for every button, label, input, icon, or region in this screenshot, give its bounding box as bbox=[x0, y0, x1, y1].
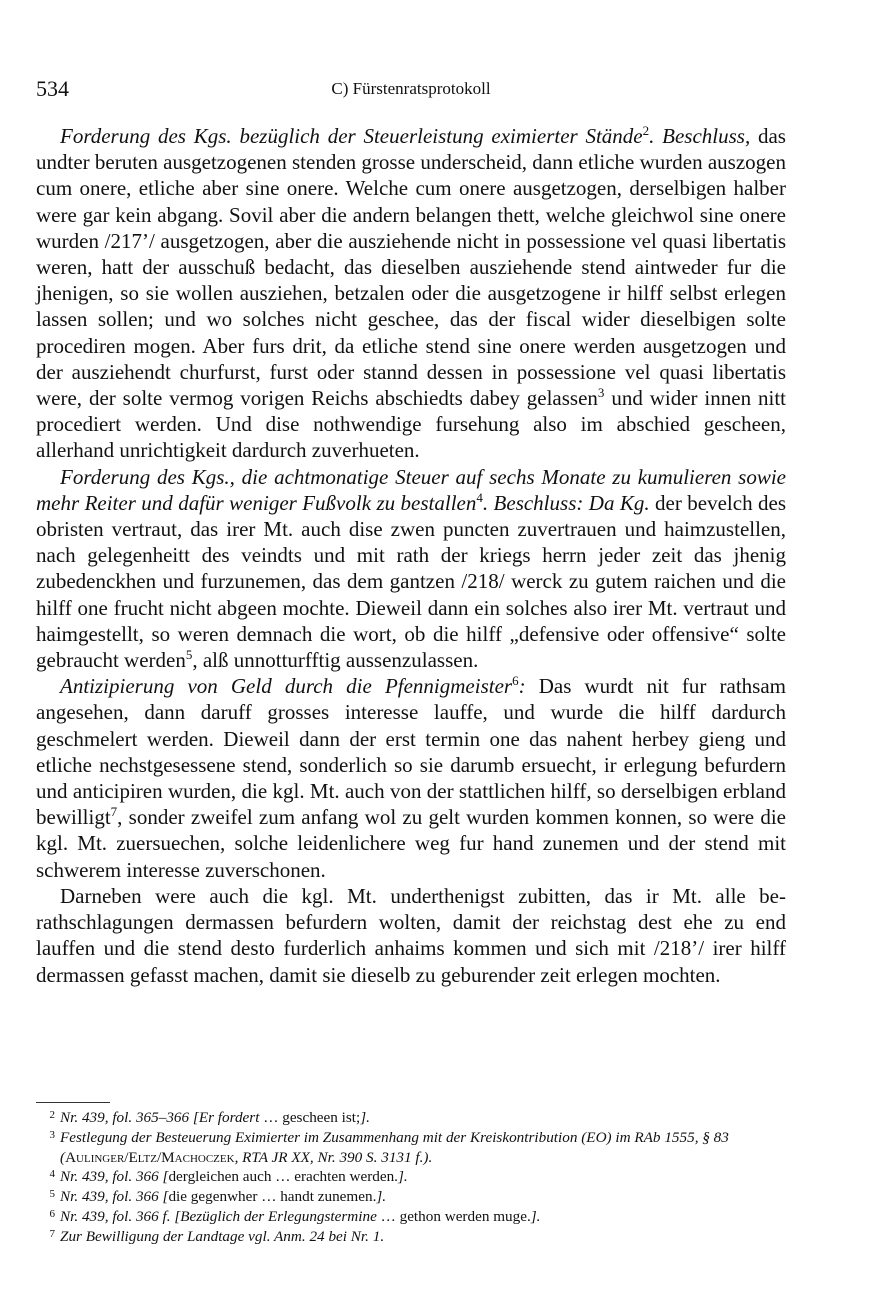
footnote: 2 Nr. 439, fol. 365–366 [Er fordert … gescheen ist;]. bbox=[49, 1109, 370, 1126]
footnote-text: dergleichen auch … erachten werden. bbox=[168, 1168, 398, 1186]
main-text bbox=[36, 123, 786, 988]
footnote-ref: 4 bbox=[476, 489, 483, 505]
footnote: 7 Zur Bewilligung der Landtage vgl. Anm. 24 bei Nr. 1. bbox=[49, 1227, 385, 1245]
footnote: 3 Festlegung der Besteuerung Eximierter im Zusammenhang mit der Kreiskontribution (EO) im RAb 1555, § 83 (Aulinger/Eltz/Machoczek, RTA JR XX, Nr. 390 S. 3131 f.). bbox=[49, 1128, 729, 1166]
footnote-ref: 5 bbox=[185, 647, 193, 663]
footnote-divider bbox=[36, 1102, 110, 1103]
rubric-end: : bbox=[518, 674, 526, 699]
footnote-close: ]. bbox=[376, 1188, 387, 1206]
footnote-text: … gescheen ist; bbox=[259, 1109, 361, 1126]
footnotes bbox=[36, 1108, 786, 1247]
rubric-end: . Beschluss, bbox=[649, 124, 751, 148]
footnote-reference: Nr. 439, fol. 366 [ bbox=[60, 1168, 169, 1186]
rubric: Antizipierung von Geld durch die Pfennigmeister bbox=[60, 674, 513, 699]
footnote: 4 Nr. 439, fol. 366 [dergleichen auch … erachten werden.]. bbox=[49, 1168, 408, 1186]
footnote-close: ]. bbox=[530, 1207, 541, 1225]
paragraph-text: , alß unnotturfftig aussenzulassen. bbox=[192, 648, 479, 673]
footnote-close: ]. bbox=[360, 1109, 370, 1126]
footnote-reference: Nr. 439, fol. 365–366 [Er fordert bbox=[60, 1109, 260, 1126]
paragraph-text: der bevelch des obristen vertraut, das irer Mt. auch dise zwen puncten zuvertrauen und haimzustellen, nach gelegenheitt des veindts und mit rath der kriegs herrn jeder zeit das jhenig zubedenckhen und furzunemen, das dem gantzen /218/ werck zu gutem raichen und die hilff one frucht nicht abgeen mochte. Dieweil dann ein solches also irer Mt. vertraut und haimgestellt, so weren demnach die wort, ob die hilff „defensive oder offensive“ solte gebraucht werden bbox=[36, 490, 786, 673]
footnote-ref: 2 bbox=[642, 123, 650, 138]
rubric: Forderung des Kgs. bezüglich der Steuerleistung eximierter Stände bbox=[60, 124, 643, 148]
footnote: 6 Nr. 439, fol. 366 f. [Bezüglich der Erlegungstermine … gethon werden muge.]. bbox=[49, 1207, 541, 1225]
footnote-reference-end: , RTA JR XX, Nr. 390 S. 3131 f.). bbox=[234, 1148, 433, 1166]
paragraph-text: und wider innen nitt procediert werden. Und dise nothwendige fursehung also im abschied gescheen, allerhand unrichtigkeit dardurch zuverhueten. bbox=[36, 386, 786, 463]
footnote-reference: Nr. 439, fol. 366 f. [Bezüglich der Erlegungstermine bbox=[60, 1207, 377, 1225]
running-head: C) Fürstenratsprotokoll bbox=[331, 79, 491, 98]
page-number: 534 bbox=[36, 76, 69, 101]
footnote-reference: Festlegung der Besteuerung Eximierter im Zusammenhang mit der Kreiskontribution (EO) im RAb 1555, § 83 ( bbox=[60, 1128, 729, 1166]
footnote-text: … gethon werden muge. bbox=[376, 1207, 531, 1225]
paragraph-text: das undter beruten ausgetzogenen stenden grosse underscheid, dann etliche wurden auszogen cum onere, etliche aber sine onere. Welche cum onere ausgetzogen, derselbigen halber were gar kein abgang. Sovil aber die andern belangen thett, welche gleichwol sine onere wurden /217’/ ausgetzogen, aber die ausziehende nicht in possessione vel quasi libertatis weren, hatt der ausschuß bedacht, das dieselben ausziehende stend aintweder fur die jhenigen, so sie wollen ausziehen, betzalen oder die ausgetzogene ir hilff selbst erlegen lassen sollen; und wo solches nicht geschee, das der fiscal wider dieselbigen solte procediren mogen. Aber furs drit, da etliche stend sine onere werden ausgetzogen und der ausziehendt churfurst, furst oder stannd dessen in possessione vel quasi libertatis were, der solte vermog vorigen Reichs abschiedts dabey gelassen bbox=[36, 124, 786, 411]
paragraph bbox=[36, 464, 786, 674]
paragraph-text: Darneben were auch die kgl. Mt. underthenigst zubitten, das ir Mt. alle be-rathschlagungen dermassen befurdern wolten, damit der reichstag dest ehe zu end lauffen und die stend desto furderlich anhaims kommen und sich mit /218’/ irer hilff dermassen gefasst machen, damit sie dieselb zu geburender zeit erlegen mochten. bbox=[36, 883, 786, 987]
footnote-reference: Zur Bewilligung der Landtage vgl. Anm. 24 bei Nr. 1. bbox=[60, 1227, 385, 1245]
paragraph-text: , sonder zweifel zum anfang wol zu gelt wurden kommen konnen, so were die kgl. Mt. zuersuechen, solche leidenlichere weg fur hand zunemen und der stend mit schwerem interesse zuverschonen. bbox=[36, 805, 786, 882]
rubric: Forderung des Kgs., die achtmonatige Steuer auf sechs Monate zu kumulieren sowie mehr Reiter und dafür weniger Fußvolk zu bestallen bbox=[36, 464, 786, 515]
footnote-close: ]. bbox=[397, 1168, 408, 1186]
footnote-reference: Nr. 439, fol. 366 [ bbox=[60, 1188, 169, 1206]
rubric-end: . Beschluss: Da Kg. bbox=[482, 490, 650, 515]
footnote-ref: 3 bbox=[597, 385, 605, 401]
paragraph bbox=[36, 123, 786, 464]
footnote-authors: Aulinger/Eltz/Machoczek bbox=[65, 1148, 235, 1166]
footnote: 5 Nr. 439, fol. 366 [die gegenwher … handt zunemen.]. bbox=[49, 1188, 387, 1206]
page-header bbox=[36, 76, 786, 106]
paragraph bbox=[36, 673, 786, 883]
footnote-text: die gegenwher … handt zunemen. bbox=[168, 1188, 377, 1206]
footnote-ref: 6 bbox=[512, 673, 519, 689]
footnote-ref: 7 bbox=[110, 804, 118, 820]
paragraph bbox=[36, 883, 786, 988]
paragraph-text: Das wurdt nit fur rathsam angesehen, dann daruff grosses interesse lauffe, und wurde die hilff dardurch geschmelert werden. Dieweil dann der erst termin one das nahent herbey gieng und etliche nechstgesessene stend, sonderlich so sie darumb ersuecht, ir erlegung befurdern und anticipiren wurden, die kgl. Mt. auch von der stattlichen hilff, so derselbigen erbland bewilligt bbox=[36, 674, 786, 830]
